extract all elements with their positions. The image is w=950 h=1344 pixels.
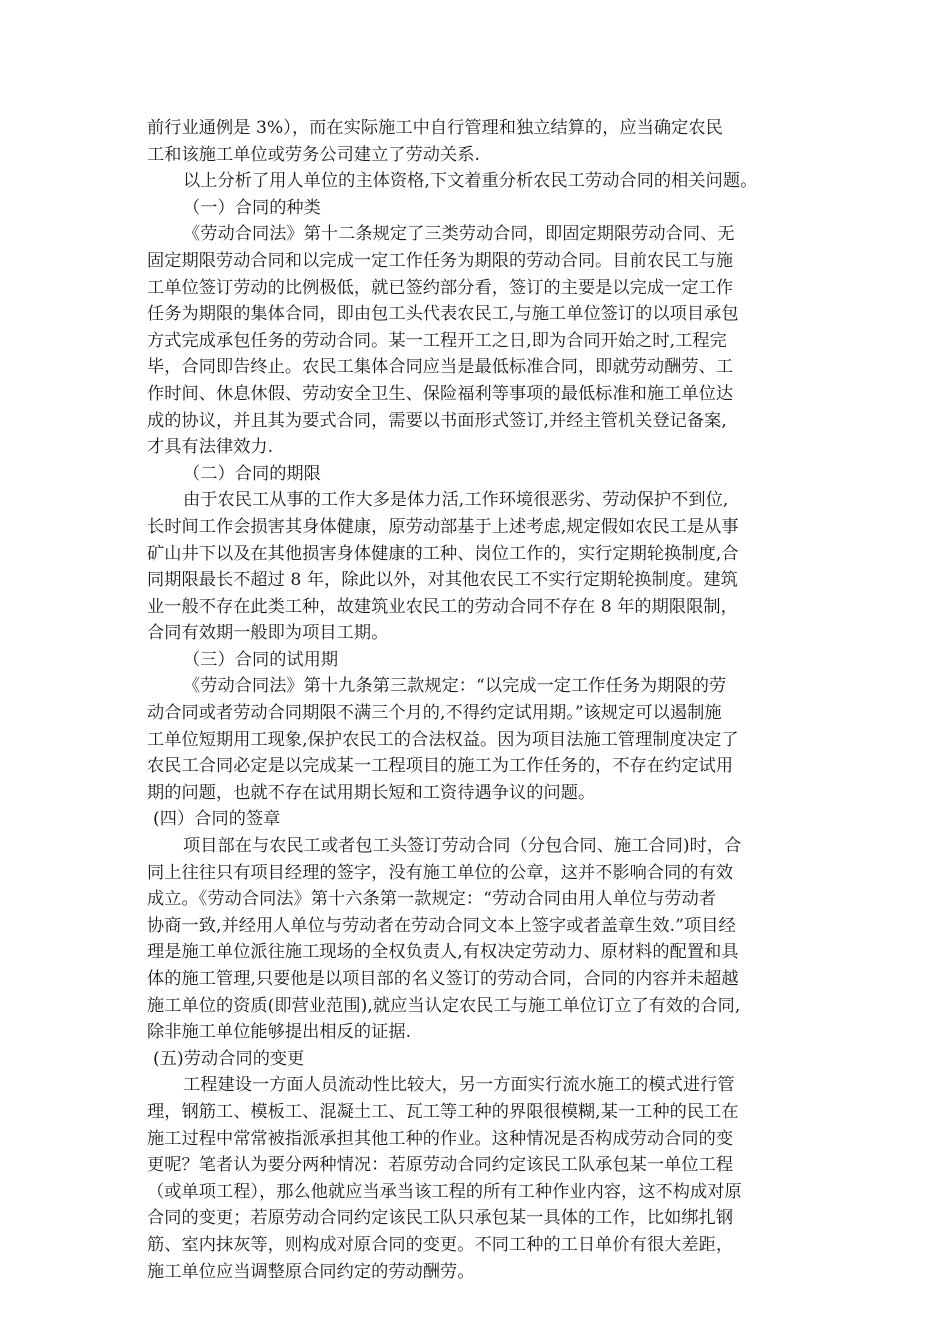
text-line: 施工单位应当调整原合同约定的劳动酬劳。 <box>147 1261 475 1282</box>
text-line: 体的施工管理,只要他是以项目部的名义签订的劳动合同，合同的内容并未超越 <box>147 969 739 989</box>
text-line: 更呢？笔者认为要分两种情况：若原劳动合同约定该民工队承包某一单位工程 <box>147 1155 734 1176</box>
text-line: 施工过程中常常被指派承担其他工种的作业。这种情况是否构成劳动合同的变 <box>147 1128 734 1149</box>
text-line: 工单位签订劳动的比例极低，就已签约部分看，签订的主要是以完成一定工作 <box>147 277 734 298</box>
text-line: 合同有效期一般即为项目工期。 <box>147 623 389 644</box>
text-line: 工和该施工单位或劳务公司建立了劳动关系. <box>147 144 481 165</box>
text-line: （三）合同的试用期 <box>183 649 339 670</box>
text-line: 业一般不存在此类工种，故建筑业农民工的劳动合同不存在 8 年的期限限制， <box>147 596 738 617</box>
text-line: 固定期限劳动合同和以完成一定工作任务为期限的劳动合同。目前农民工与施 <box>147 250 734 271</box>
text-line: 同期限最长不超过 8 年，除此以外，对其他农民工不实行定期轮换制度。建筑 <box>147 570 738 591</box>
text-line: 期的问题，也就不存在试用期长短和工资待遇争议的问题。 <box>147 782 596 803</box>
text-line: 成的协议，并且其为要式合同，需要以书面形式签订,并经主管机关登记备案, <box>147 410 727 431</box>
text-line: 理是施工单位派往施工现场的全权负责人,有权决定劳动力、原材料的配置和具 <box>147 942 739 963</box>
text-line: (四）合同的签章 <box>153 809 281 830</box>
text-line: 工单位短期用工现象,保护农民工的合法权益。因为项目法施工管理制度决定了 <box>147 729 739 750</box>
text-line: 农民工合同必定是以完成某一工程项目的施工为工作任务的，不存在约定试用 <box>147 756 734 777</box>
text-line: 前行业通例是 3%），而在实际施工中自行管理和独立结算的，应当确定农民 <box>147 118 723 138</box>
text-line: 《劳动合同法》第十九条第三款规定：“以完成一定工作任务为期限的劳 <box>183 676 727 697</box>
text-line: 成立。《劳动合同法》第十六条第一款规定：“劳动合同由用人单位与劳动者 <box>147 889 717 910</box>
document-page <box>147 115 823 1285</box>
text-line: 矿山井下以及在其他损害身体健康的工种、岗位工作的，实行定期轮换制度,合 <box>147 543 739 564</box>
text-line: 工程建设一方面人员流动性比较大，另一方面实行流水施工的模式进行管 <box>183 1075 735 1096</box>
text-line: 项目部在与农民工或者包工头签订劳动合同（分包合同、施工合同)时，合 <box>183 836 742 857</box>
text-line: （或单项工程），那么他就应当承当该工程的所有工种作业内容，这不构成对原 <box>147 1181 742 1202</box>
text-line: 动合同或者劳动合同期限不满三个月的,不得约定试用期。”该规定可以遏制施 <box>147 703 722 724</box>
text-line: 作时间、休息休假、劳动安全卫生、保险福利等事项的最低标准和施工单位达 <box>147 383 734 404</box>
text-line: 《劳动合同法》第十二条规定了三类劳动合同，即固定期限劳动合同、无 <box>183 224 735 245</box>
text-line: 理，钢筋工、模板工、混凝土工、瓦工等工种的界限很模糊,某一工种的民工在 <box>147 1101 739 1122</box>
text-line: 筋、室内抹灰等，则构成对原合同的变更。不同工种的工日单价有很大差距， <box>147 1234 734 1255</box>
text-line: 长时间工作会损害其身体健康，原劳动部基于上述考虑,规定假如农民工是从事 <box>147 516 739 537</box>
text-line: 合同的变更；若原劳动合同约定该民工队只承包某一具体的工作，比如绑扎钢 <box>147 1208 734 1229</box>
text-line: 协商一致,并经用人单位与劳动者在劳动合同文本上签字或者盖章生效.”项目经 <box>147 915 736 936</box>
text-line: （一）合同的种类 <box>183 197 321 218</box>
text-line: 毕，合同即告终止。农民工集体合同应当是最低标准合同，即就劳动酬劳、工 <box>147 357 734 378</box>
text-line: （二）合同的期限 <box>183 463 321 484</box>
text-line: 方式完成承包任务的劳动合同。某一工程开工之日,即为合同开始之时,工程完 <box>147 330 727 351</box>
text-line: 任务为期限的集体合同，即由包工头代表农民工,与施工单位签订的以项目承包 <box>147 304 739 325</box>
text-line: 同上往往只有项目经理的签字，没有施工单位的公章，这并不影响合同的有效 <box>147 862 734 883</box>
text-line: 才具有法律效力. <box>147 437 274 458</box>
text-line: 施工单位的资质(即营业范围),就应当认定农民工与施工单位订立了有效的合同, <box>147 995 741 1016</box>
text-line: 以上分析了用人单位的主体资格,下文着重分析农民工劳动合同的相关问题。 <box>183 171 758 192</box>
text-line: (五)劳动合同的变更 <box>153 1048 305 1069</box>
text-line: 由于农民工从事的工作大多是体力活,工作环境很恶劣、劳动保护不到位, <box>183 490 729 511</box>
text-line: 除非施工单位能够提出相反的证据. <box>147 1022 412 1043</box>
